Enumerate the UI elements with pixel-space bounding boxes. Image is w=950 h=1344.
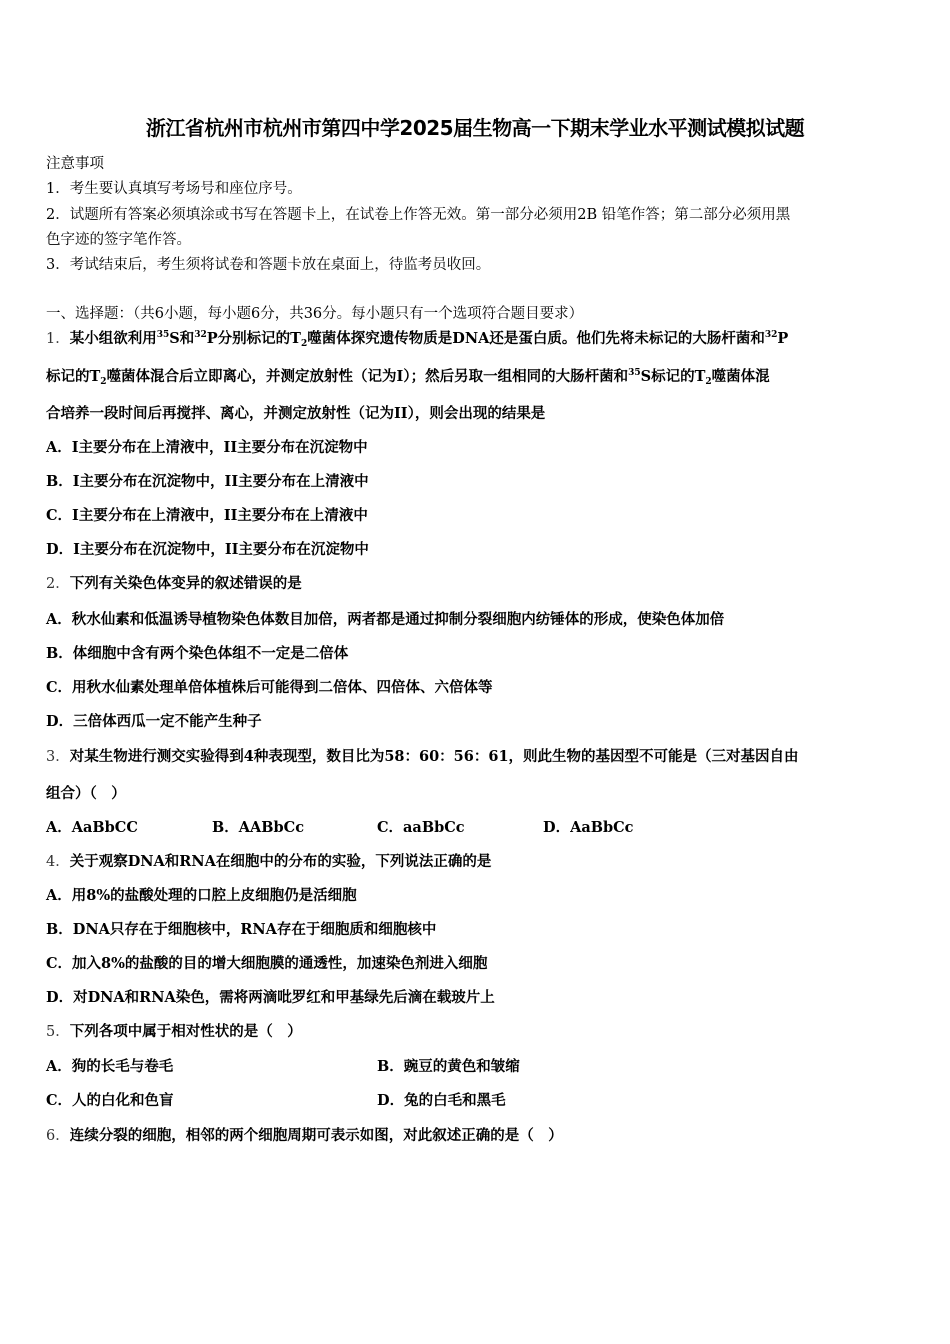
notice-heading: 注意事项: [46, 156, 104, 172]
question-4-stem: 4．关于观察DNA和RNA在细胞中的分布的实验，下列说法正确的是: [46, 853, 492, 870]
question-6-stem: 6．连续分裂的细胞，相邻的两个细胞周期可表示如图，对此叙述正确的是（ ）: [46, 1127, 563, 1144]
notice-item-2: 2．试题所有答案必须填涂或书写在答题卡上，在试卷上作答无效。第一部分必须用2B 铅笔作答；第二部分必须用黑: [46, 207, 791, 223]
question-3-option-c: C．aaBbCc: [377, 819, 465, 836]
question-5-option-b: B．豌豆的黄色和皱缩: [377, 1058, 520, 1075]
question-5-option-a: A．狗的长毛与卷毛: [46, 1058, 174, 1075]
question-1-option-b: B．I主要分布在沉淀物中，II主要分布在上清液中: [46, 473, 369, 490]
question-3-stem-line-1: 3．对某生物进行测交实验得到4种表现型，数目比为58：60：56：61，则此生物的基因型不可能是（三对基因自由: [46, 748, 799, 765]
notice-item-1: 1．考生要认真填写考场号和座位序号。: [46, 181, 302, 197]
notice-item-3: 3．考试结束后，考生须将试卷和答题卡放在桌面上，待监考员收回。: [46, 257, 491, 273]
question-1-stem-line-3: 合培养一段时间后再搅拌、离心，并测定放射性（记为II），则会出现的结果是: [46, 405, 546, 422]
page-title: 浙江省杭州市杭州市第四中学2025届生物高一下期末学业水平测试模拟试题: [145, 116, 805, 140]
question-3-stem-line-2: 组合）（ ）: [46, 785, 126, 802]
question-5-option-c: C．人的白化和色盲: [46, 1092, 174, 1109]
question-5-stem: 5．下列各项中属于相对性状的是（ ）: [46, 1023, 302, 1040]
section-heading: 一、选择题：（共6小题，每小题6分，共36分。每小题只有一个选项符合题目要求）: [46, 306, 584, 322]
question-4-option-b: B．DNA只存在于细胞核中，RNA存在于细胞质和细胞核中: [46, 921, 437, 938]
question-1-option-d: D．I主要分布在沉淀物中，II主要分布在沉淀物中: [46, 541, 369, 558]
question-2-stem: 2．下列有关染色体变异的叙述错误的是: [46, 575, 302, 592]
notice-item-2-cont: 色字迹的签字笔作答。: [46, 232, 191, 248]
question-2-option-d: D．三倍体西瓜一定不能产生种子: [46, 713, 262, 730]
question-3-option-d: D．AaBbCc: [543, 819, 634, 836]
question-5-option-d: D．兔的白毛和黑毛: [377, 1092, 506, 1109]
question-1-stem-line-2: 标记的$T_2$噬菌体混合后立即离心，并测定放射性（记为I）；然后另取一组相同的大肠杆菌和$^{35}$S标记的$T_2$噬菌体混: [46, 368, 770, 387]
question-2-option-b: B．体细胞中含有两个染色体组不一定是二倍体: [46, 645, 349, 662]
question-4-option-a: A．用8%的盐酸处理的口腔上皮细胞仍是活细胞: [46, 887, 357, 904]
question-4-option-d: D．对DNA和RNA染色，需将两滴吡罗红和甲基绿先后滴在载玻片上: [46, 989, 495, 1006]
question-1-stem-line-1: 1．某小组欲利用$^{35}$S和$^{32}$P分别标记的$T_2$噬菌体探究遗传物质是DNA还是蛋白质。他们先将未标记的大肠杆菌和$^{32}$P: [46, 330, 789, 349]
question-1-option-c: C．I主要分布在上清液中，II主要分布在上清液中: [46, 507, 368, 524]
question-2-option-a: A．秋水仙素和低温诱导植物染色体数目加倍，两者都是通过抑制分裂细胞内纺锤体的形成，使染色体加倍: [46, 611, 725, 628]
question-3-option-a: A．AaBbCC: [46, 819, 138, 836]
question-1-option-a: A．I主要分布在上清液中，II主要分布在沉淀物中: [46, 439, 368, 456]
question-2-option-c: C．用秋水仙素处理单倍体植株后可能得到二倍体、四倍体、六倍体等: [46, 679, 493, 696]
question-3-option-b: B．AABbCc: [212, 819, 305, 836]
question-4-option-c: C．加入8%的盐酸的目的增大细胞膜的通透性，加速染色剂进入细胞: [46, 955, 488, 972]
